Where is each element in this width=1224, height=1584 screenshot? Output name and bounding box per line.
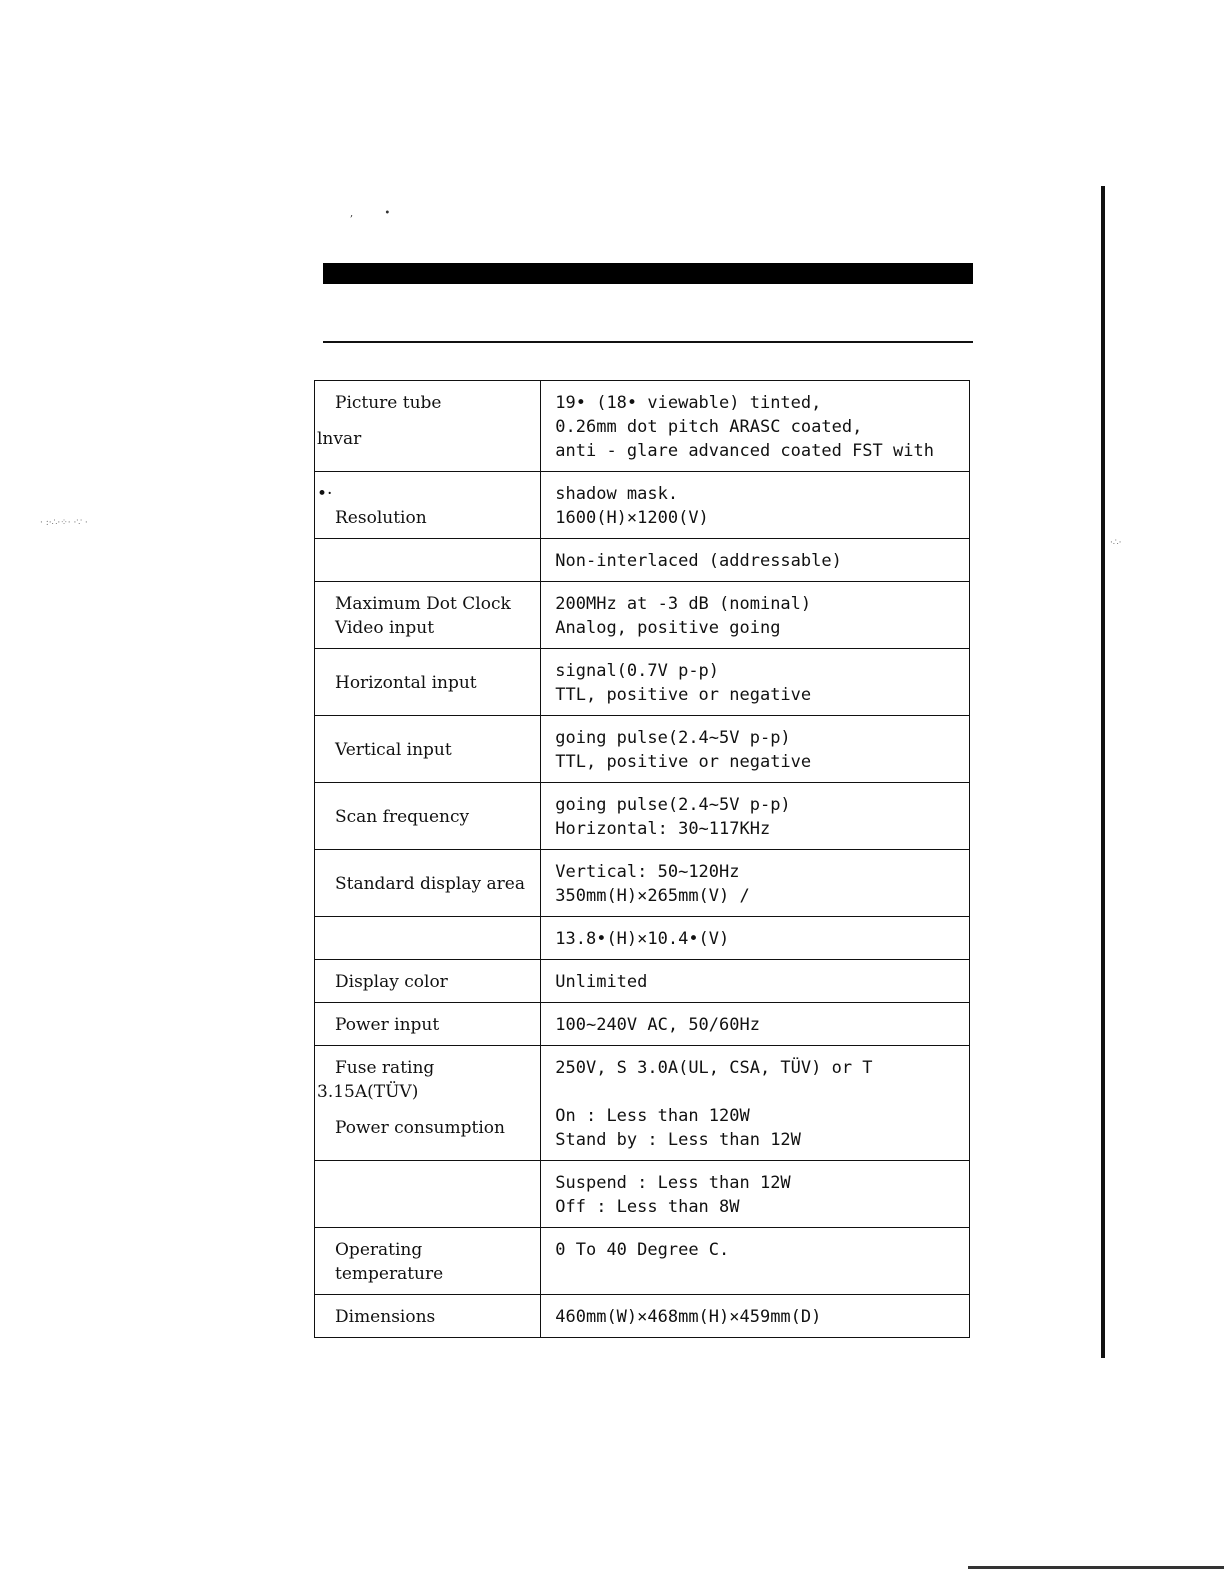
spec-value-line: TTL, positive or negative xyxy=(555,752,812,772)
spec-label xyxy=(315,649,541,716)
spec-label-text: Standard display area xyxy=(335,874,525,894)
spec-label-text: temperature xyxy=(335,1264,444,1284)
spec-value-line: 19• (18• viewable) tinted, xyxy=(555,393,822,413)
spec-label-overflow: lnvar xyxy=(317,429,362,449)
spec-value xyxy=(541,716,970,783)
spec-value-line: Analog, positive going xyxy=(555,618,781,638)
spec-value xyxy=(541,381,970,472)
spec-row-power-input xyxy=(315,1003,970,1046)
spec-row-operating-temp xyxy=(315,1228,970,1295)
spec-value-line: 0.26mm dot pitch ARASC coated, xyxy=(555,417,863,437)
spec-row-dot-clock-video xyxy=(315,582,970,649)
spec-label-text: Scan frequency xyxy=(335,807,470,827)
spec-label-text: Video input xyxy=(335,618,435,638)
spec-label-text: Power consumption xyxy=(335,1118,505,1138)
spec-label xyxy=(315,1295,541,1338)
scan-speck-right: ·∴· xyxy=(1110,538,1122,548)
spec-value xyxy=(541,1003,970,1046)
spec-value-line: Stand by : Less than 12W xyxy=(555,1130,801,1150)
spec-row-power-states xyxy=(315,1161,970,1228)
spec-label xyxy=(315,582,541,649)
spec-value-line: Vertical: 50~120Hz xyxy=(555,862,740,882)
spec-value-line: Off : Less than 8W xyxy=(555,1197,740,1217)
spec-value-line: 100~240V AC, 50/60Hz xyxy=(555,1015,760,1035)
spec-value xyxy=(541,582,970,649)
spec-value xyxy=(541,539,970,582)
spec-label xyxy=(315,1046,541,1161)
spec-row-scan-frequency xyxy=(315,783,970,850)
spec-value xyxy=(541,960,970,1003)
spec-value-line: Suspend : Less than 12W xyxy=(555,1173,791,1193)
spec-label xyxy=(315,960,541,1003)
spec-row-resolution xyxy=(315,472,970,539)
spec-label xyxy=(315,1161,541,1228)
spec-label-text: Fuse rating xyxy=(335,1058,435,1078)
spec-label-text: Vertical input xyxy=(335,740,452,760)
spec-value xyxy=(541,917,970,960)
spec-row-horizontal-input xyxy=(315,649,970,716)
spec-label xyxy=(315,1003,541,1046)
spec-value-line: signal(0.7V p-p) xyxy=(555,661,720,681)
spec-value xyxy=(541,1161,970,1228)
spec-row-display-color xyxy=(315,960,970,1003)
spec-value-line: 460mm(W)×468mm(H)×459mm(D) xyxy=(555,1307,822,1327)
spec-value-line: Unlimited xyxy=(555,972,648,992)
spec-value-line: anti - glare advanced coated FST with xyxy=(555,441,934,461)
spec-label xyxy=(315,472,541,539)
spec-value xyxy=(541,1228,970,1295)
spec-value-line: 250V, S 3.0A(UL, CSA, TÜV) or T xyxy=(555,1058,873,1078)
spec-value-line: 200MHz at -3 dB (nominal) xyxy=(555,594,812,614)
spec-label-text: Operating xyxy=(335,1240,423,1260)
spec-value xyxy=(541,1295,970,1338)
header-rule xyxy=(323,341,973,343)
spec-row-interlace xyxy=(315,539,970,582)
spec-value-line: Non-interlaced (addressable) xyxy=(555,551,842,571)
spec-label xyxy=(315,1228,541,1295)
spec-value xyxy=(541,649,970,716)
spec-value-line: TTL, positive or negative xyxy=(555,685,812,705)
spec-value-line: On : Less than 120W xyxy=(555,1106,750,1126)
spec-label-text: Horizontal input xyxy=(335,673,477,693)
spec-label-overflow: 3.15A(TÜV) xyxy=(317,1082,419,1102)
spec-value xyxy=(541,850,970,917)
spec-row-dimensions xyxy=(315,1295,970,1338)
header-bar xyxy=(323,263,973,284)
spec-row-fuse-power xyxy=(315,1046,970,1161)
spec-label-text: Resolution xyxy=(335,508,427,528)
spec-row-vertical-input xyxy=(315,716,970,783)
spec-value-line: 13.8•(H)×10.4•(V) xyxy=(555,929,730,949)
spec-value-line: going pulse(2.4~5V p-p) xyxy=(555,728,791,748)
spec-value xyxy=(541,472,970,539)
spec-label xyxy=(315,917,541,960)
spec-row-display-area-inches xyxy=(315,917,970,960)
spec-value-line: 0 To 40 Degree C. xyxy=(555,1240,730,1260)
spec-label xyxy=(315,381,541,472)
spec-value-line: shadow mask. xyxy=(555,484,679,504)
spec-label-mark: •· xyxy=(317,484,333,504)
spec-label-text: Dimensions xyxy=(335,1307,436,1327)
scan-speck-left: · :·∴·⁘· ·∵ · xyxy=(40,518,88,528)
spec-label-text: Display color xyxy=(335,972,448,992)
page-marks: , • xyxy=(350,208,405,219)
spec-label-text: Picture tube xyxy=(335,393,442,413)
spec-value xyxy=(541,1046,970,1161)
spec-table xyxy=(314,380,970,1338)
spec-label xyxy=(315,783,541,850)
spec-value-line: Horizontal: 30~117KHz xyxy=(555,819,771,839)
spec-value xyxy=(541,783,970,850)
right-margin-rule xyxy=(1101,186,1105,1358)
spec-value-line: 1600(H)×1200(V) xyxy=(555,508,709,528)
bottom-edge-rule xyxy=(968,1566,1224,1569)
spec-label xyxy=(315,539,541,582)
spec-label-text: Maximum Dot Clock xyxy=(335,594,511,614)
spec-label xyxy=(315,716,541,783)
spec-label xyxy=(315,850,541,917)
spec-value-line: 350mm(H)×265mm(V) / xyxy=(555,886,750,906)
spec-value-line: going pulse(2.4~5V p-p) xyxy=(555,795,791,815)
spec-row-display-area xyxy=(315,850,970,917)
spec-label-text: Power input xyxy=(335,1015,440,1035)
spec-row-picture-tube xyxy=(315,381,970,472)
